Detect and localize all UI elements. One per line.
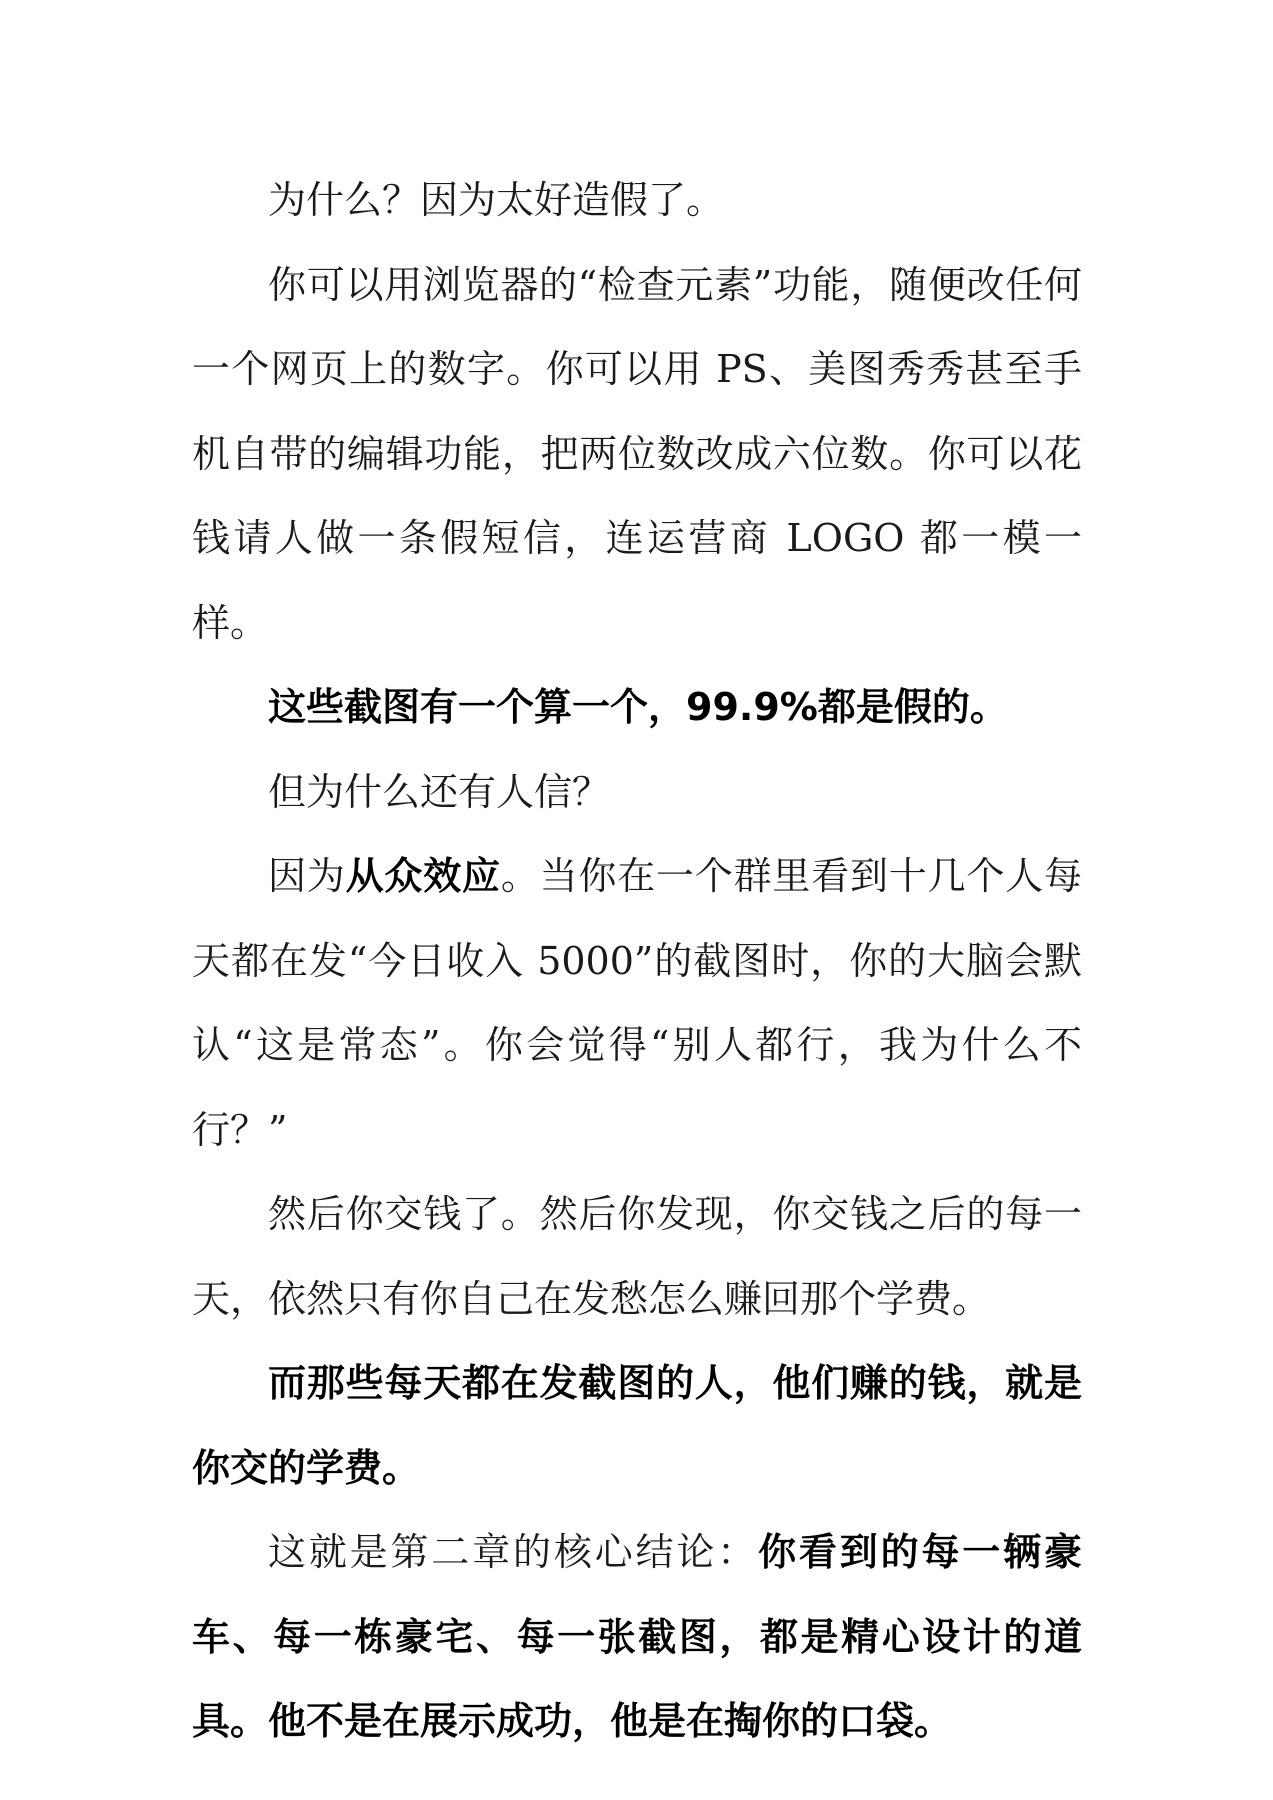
document-body <box>192 158 1082 1764</box>
paragraph-screenshots-fake: 这些截图有一个算一个，99.9%都是假的。 <box>268 685 1008 729</box>
paragraph-your-tuition: 而那些每天都在发截图的人，他们赚的钱，就是你交的学费。 <box>192 1361 1082 1490</box>
paragraph-why-believe: 但为什么还有人信？ <box>268 769 611 814</box>
conclusion-statement: 你看到的每一辆豪车、每一栋豪宅、每一张截图，都是精心设计的道具。他不是在展示成功，他是在掏你的口袋。 <box>192 1530 1082 1743</box>
paragraph-how-to-fake: 你可以用浏览器的“检查元素”功能，随便改任何一个网页上的数字。你可以用 PS、美图秀秀甚至手机自带的编辑功能，把两位数改成六位数。你可以花钱请人做一条假短信，连运营商 LOGO 都一模一样。 <box>192 262 1082 645</box>
herd-effect-term: 从众效应 <box>345 854 501 898</box>
paragraph-herd-effect <box>192 834 1082 1172</box>
herd-effect-rest: 。当你在一个群里看到十几个人每天都在发“今日收入 5000”的截图时，你的大脑会默认“这是常态”。你会觉得“别人都行，我为什么不行？” <box>192 854 1082 1152</box>
conclusion-lead: 这就是第二章的核心结论： <box>268 1530 759 1574</box>
paragraph-paid-tuition: 然后你交钱了。然后你发现，你交钱之后的每一天，依然只有你自己在发愁怎么赚回那个学费。 <box>192 1192 1082 1321</box>
paragraph-why-fake: 为什么？因为太好造假了。 <box>268 178 725 222</box>
herd-effect-lead: 因为 <box>268 854 346 898</box>
paragraph-chapter-conclusion <box>192 1510 1082 1764</box>
